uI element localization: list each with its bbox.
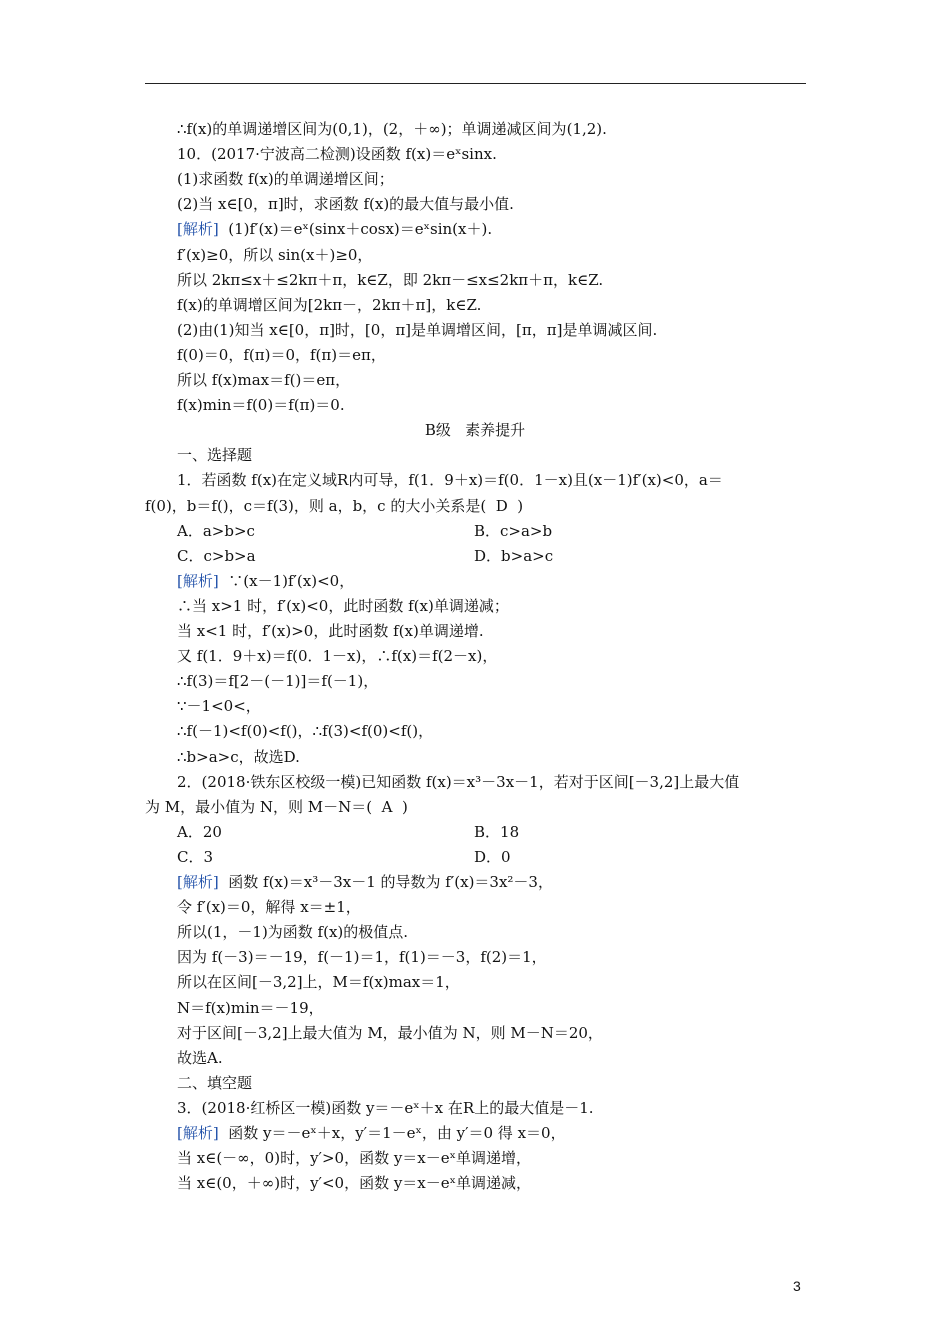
line-text: B级 素养提升	[424, 421, 526, 440]
text-line	[177, 1098, 594, 1118]
line-text: 当 x∈(0，＋∞)时，y′<0，函数 y＝x－eˣ单调递减，	[177, 1174, 532, 1193]
analysis-tag: [解析]	[177, 1124, 219, 1142]
text-line	[177, 772, 739, 792]
line-text: A．a>b>c	[177, 521, 255, 540]
line-text: (1)f′(x)＝eˣ(sinx＋cosx)＝eˣsin(x＋).	[218, 220, 493, 239]
line-text: 二、填空题	[177, 1073, 253, 1092]
text-line	[177, 596, 509, 616]
text-line	[177, 521, 255, 541]
text-line	[177, 1148, 531, 1168]
line-text: 所以 f(x)max＝f()＝eπ，	[177, 371, 351, 389]
line-text: ∵(x－1)f′(x)<0，	[218, 571, 355, 590]
text-line	[177, 646, 497, 666]
line-text: 又 f(1．9＋x)＝f(0．1－x)，∴f(x)＝f(2－x)，	[177, 647, 498, 666]
text-line	[177, 219, 492, 239]
line-text: f′(x)≥0，所以 sin(x＋)≥0，	[177, 245, 373, 264]
text-line	[177, 1073, 252, 1093]
line-text: f(x)的单调增区间为[2kπ－，2kπ＋π]，k∈Z.	[177, 295, 482, 314]
text-line	[177, 571, 354, 591]
line-text: f(0)，b＝f()，c＝f(3)，则 a，b，c 的大小关系是( D )	[145, 496, 524, 515]
line-text: 所以(1，－1)为函数 f(x)的极值点.	[177, 923, 409, 942]
header-rule	[145, 83, 806, 84]
line-text: ∴f(－1)<f(0)<f()，∴f(3)<f(0)<f()，	[177, 722, 434, 741]
text-line	[177, 169, 394, 189]
line-text: (2)由(1)知当 x∈[0，π]时，[0，π]是单调增区间，[π，π]是单调减区间.	[177, 320, 658, 339]
line-text: C．3	[177, 847, 214, 866]
text-line	[177, 621, 484, 641]
text-line	[177, 144, 497, 164]
text-line	[177, 295, 481, 315]
section-heading	[0, 420, 950, 440]
line-text: 函数 f(x)＝x³－3x－1 的导数为 f′(x)＝3x²－3，	[218, 873, 553, 891]
text-line	[177, 671, 378, 691]
text-line	[145, 496, 523, 516]
text-line	[177, 847, 213, 867]
line-text: 当 x∈(－∞，0)时，y′>0，函数 y＝x－eˣ单调递增，	[177, 1149, 532, 1168]
text-line	[177, 998, 324, 1018]
text-line	[177, 721, 433, 741]
text-line	[177, 1048, 223, 1068]
line-text: 3．(2018·红桥区一模)函数 y＝－eˣ＋x 在R上的最大值是－1.	[177, 1098, 594, 1117]
analysis-tag: [解析]	[177, 873, 219, 891]
text-line	[177, 747, 300, 767]
text-line	[177, 370, 350, 390]
line-text: C．c>b>a	[177, 546, 256, 565]
line-text: ∴b>a>c，故选D.	[177, 747, 300, 766]
text-line	[177, 1023, 603, 1043]
text-line	[177, 696, 261, 716]
option-text: B．18	[474, 822, 520, 841]
text-line	[177, 546, 256, 566]
analysis-tag: [解析]	[177, 571, 219, 590]
text-line	[177, 470, 723, 490]
line-text: 对于区间[－3,2]上最大值为 M，最小值为 N，则 M－N＝20，	[177, 1023, 603, 1042]
line-text: ∴当 x>1 时，f′(x)<0，此时函数 f(x)单调递减；	[177, 596, 509, 615]
line-text: (2)当 x∈[0，π]时，求函数 f(x)的最大值与最小值.	[177, 195, 514, 214]
option-text: D．0	[474, 847, 511, 866]
line-text: 因为 f(－3)＝－19，f(－1)＝1，f(1)＝－3，f(2)＝1，	[177, 948, 547, 967]
line-text: f(0)＝0，f(π)＝0，f(π)＝eπ，	[177, 345, 386, 364]
text-line	[177, 872, 553, 892]
line-text: f(x)min＝f(0)＝f(π)＝0.	[177, 396, 345, 415]
line-text: ∴f(3)＝f[2－(－1)]＝f(－1)，	[177, 672, 379, 691]
line-text: 当 x<1 时，f′(x)>0，此时函数 f(x)单调递增.	[177, 622, 484, 640]
line-text: 一、选择题	[177, 446, 253, 465]
line-text: 为 M，最小值为 N，则 M－N＝( A )	[145, 797, 408, 816]
text-line	[177, 119, 607, 139]
text-line	[177, 1173, 531, 1193]
line-text: 2．(2018·铁东区校级一模)已知函数 f(x)＝x³－3x－1，若对于区间[－3,2]上最大值	[177, 772, 740, 791]
line-text: A．20	[177, 822, 222, 841]
page-number: 3	[793, 1278, 801, 1294]
line-text: N＝f(x)min＝－19，	[177, 998, 324, 1017]
text-line	[177, 897, 361, 917]
option-text: D．b>a>c	[474, 546, 554, 565]
text-line	[177, 922, 408, 942]
text-line	[177, 947, 547, 967]
line-text: ∵－1<0<，	[177, 697, 261, 716]
line-text: 所以在区间[－3,2]上，M＝f(x)max＝1，	[177, 973, 460, 992]
text-line	[177, 445, 252, 465]
line-text: 故选A.	[177, 1048, 223, 1067]
text-line	[177, 972, 460, 992]
text-line	[177, 395, 345, 415]
text-line	[145, 797, 408, 817]
line-text: (1)求函数 f(x)的单调递增区间；	[177, 170, 394, 189]
line-text: 10．(2017·宁波高二检测)设函数 f(x)＝eˣsinx.	[177, 145, 497, 164]
text-line	[177, 245, 372, 265]
line-text: 1．若函数 f(x)在定义域R内可导，f(1．9＋x)＝f(0．1－x)且(x－1)f′(x)<0，a＝	[177, 471, 723, 490]
option-text: B．c>a>b	[474, 521, 553, 540]
text-line	[177, 194, 514, 214]
line-text: ∴f(x)的单调递增区间为(0,1)，(2，＋∞)；单调递减区间为(1,2).	[177, 120, 607, 138]
text-line	[177, 822, 222, 842]
analysis-tag: [解析]	[177, 220, 219, 239]
text-line	[177, 1123, 566, 1143]
line-text: 令 f′(x)＝0，解得 x＝±1，	[177, 898, 361, 917]
line-text: 所以 2kπ≤x＋≤2kπ＋π，k∈Z，即 2kπ－≤x≤2kπ＋π，k∈Z.	[177, 270, 604, 289]
text-line	[177, 270, 603, 290]
text-line	[177, 345, 386, 365]
text-line	[177, 320, 657, 340]
line-text: 函数 y＝－eˣ＋x，y′＝1－eˣ，由 y′＝0 得 x＝0，	[218, 1124, 566, 1142]
